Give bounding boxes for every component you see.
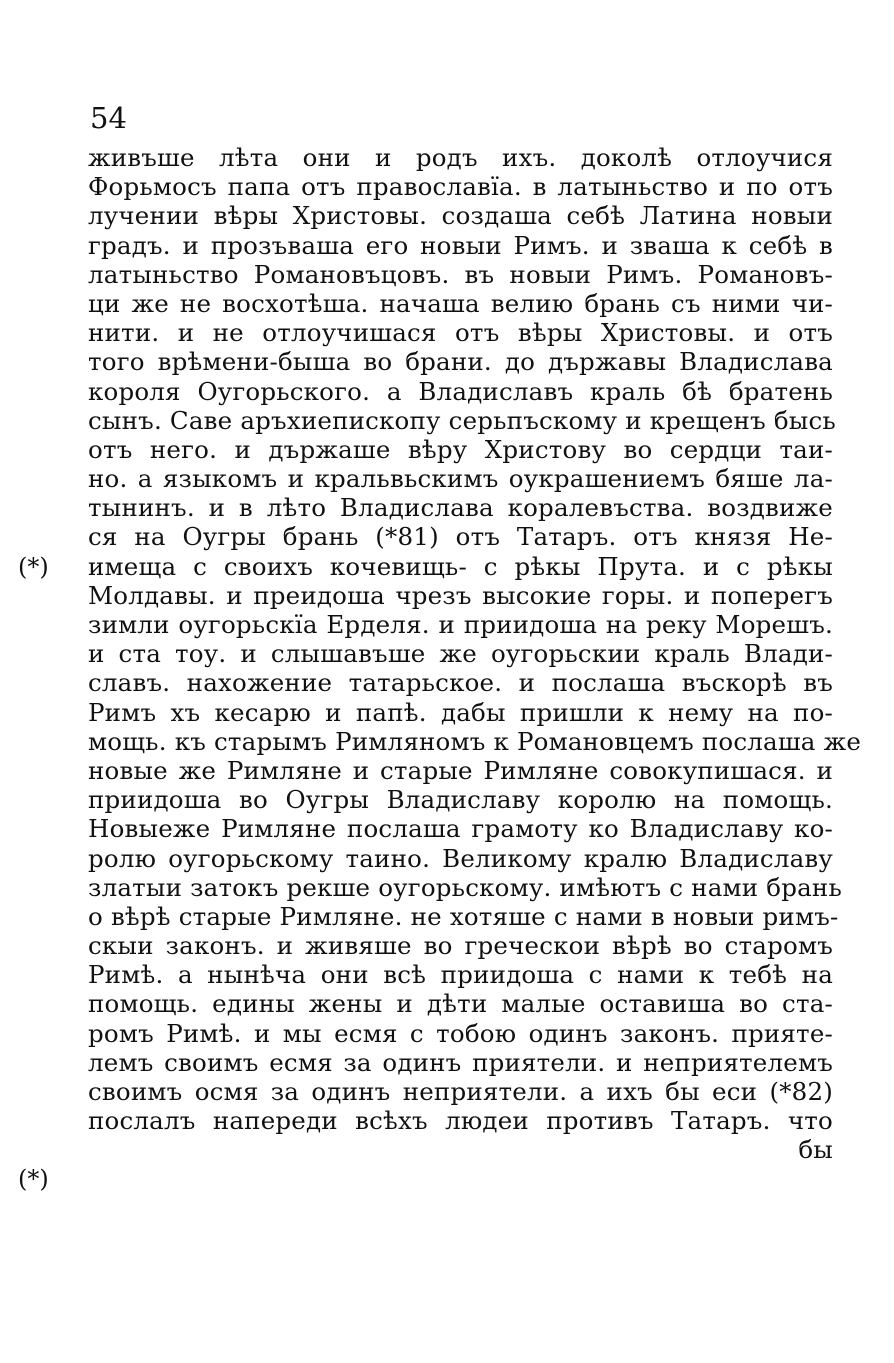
text-line: лемъ своимъ есмя за одинъ приятели. и неприятелемъ xyxy=(88,1047,833,1077)
text-line: приидоша во Оугры Владиславу королю на помощь. xyxy=(88,785,833,815)
text-line: славъ. нахожение татарьское. и послаша въскорѣ въ xyxy=(88,668,833,698)
text-line: короля Оугорьского. а Владиславъ краль бѣ братень xyxy=(88,376,833,406)
text-line: помощь. едины жены и дѣти малые оставиша во ста- xyxy=(88,989,833,1019)
text-block xyxy=(88,143,862,1165)
margin-note-2: (*) xyxy=(18,1165,49,1193)
catchword: бы xyxy=(798,1135,833,1165)
text-line: Римѣ. а нынѣча они всѣ приидоша с нами к тебѣ на xyxy=(88,960,833,990)
text-line: ци же не восхотѣша. начаша велию брань съ ними чи- xyxy=(88,288,833,318)
text-line: но. а языкомъ и кральвьскимъ оукрашениемъ бяше ла- xyxy=(88,464,833,494)
text-line: Молдавы. и преидоша чрезъ высокие горы. и поперегъ xyxy=(88,580,833,610)
text-line: Новыеже Римляне послаша грамоту ко Владиславу ко- xyxy=(88,814,833,844)
text-line: Римъ хъ кесарю и папѣ. дабы пришли к нему на по- xyxy=(88,697,833,727)
text-line: зимли оугорьскїа Ерделя. и приидоша на реку Морешъ. xyxy=(88,610,833,639)
text-line: нити. и не отлоучишася отъ вѣры Христовы. и отъ xyxy=(88,318,833,348)
text-line: латыньство Романовъцовъ. въ новыи Римъ. Романовъ- xyxy=(88,259,833,289)
text-line: мощь. къ старымъ Римляномъ к Романовцемъ послаша же xyxy=(88,726,862,756)
text-line: своимъ осмя за одинъ неприятели. а ихъ бы еси (*82) xyxy=(88,1077,833,1106)
page-number: 54 xyxy=(90,101,127,135)
text-line: сынъ. Саве аръхиепископу серьпъскому и крещенъ бысь xyxy=(88,405,836,435)
text-line: скыи законъ. и живяше во греческои вѣрѣ во старомъ xyxy=(88,931,833,961)
text-line: Форьмосъ папа отъ православїа. в латыньство и по отъ xyxy=(88,172,833,202)
margin-note-1: (*) xyxy=(18,553,49,581)
text-line: того врѣмени-быша во брани. до държавы Владислава xyxy=(88,347,833,377)
text-line: ся на Оугры брань (*81) отъ Татаръ. отъ князя Не- xyxy=(88,522,833,552)
text-line: и ста тоу. и слышавъше же оугорьскии краль Влади- xyxy=(88,639,833,669)
text-line: живъше лѣта они и родъ ихъ. доколѣ отлоучися xyxy=(88,143,833,172)
text-line: ромъ Римѣ. и мы есмя с тобою одинъ законъ. прияте- xyxy=(88,1018,833,1048)
text-line: новые же Римляне и старые Римляне совокупишася. и xyxy=(88,755,833,785)
text-line: ролю оугорьскому таино. Великому кралю Владиславу xyxy=(88,843,833,873)
text-line: златыи затокъ рекше оугорьскому. имѣютъ с нами брань xyxy=(88,872,842,902)
text-line: градъ. и прозъваша его новыи Римъ. и зваша к себѣ в xyxy=(88,230,833,260)
text-line: о вѣрѣ старые Римляне. не хотяше с нами в новыи римъ- xyxy=(88,901,839,931)
text-line: лучении вѣры Христовы. создаша себѣ Латина новыи xyxy=(88,201,833,231)
text-line: отъ него. и държаше вѣру Христову во сердци таи- xyxy=(88,434,833,464)
text-line: имеща с своихъ кочевищь- с рѣкы Прута. и с рѣкы xyxy=(88,551,833,581)
text-line: послалъ напереди всѣхъ людеи противъ Татаръ. что xyxy=(88,1106,833,1136)
text-line: тынинъ. и в лѣто Владислава коралевъства. воздвиже xyxy=(88,493,833,523)
